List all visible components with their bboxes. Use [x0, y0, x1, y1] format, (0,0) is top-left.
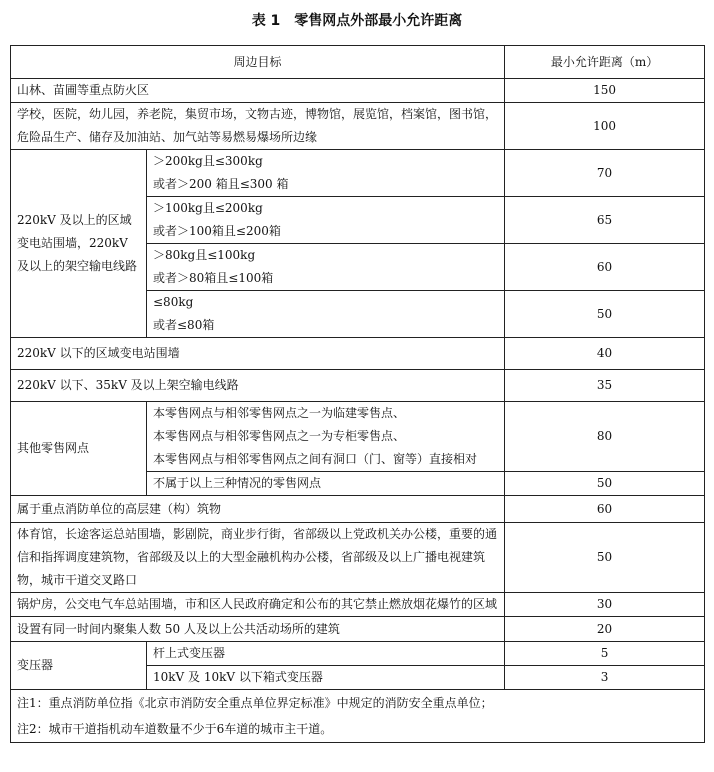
note-2: 注2：城市干道指机动车道数量不少于6车道的城市主干道。: [17, 722, 333, 736]
row-value: 100: [505, 103, 705, 150]
row-target: 山林、苗圃等重点防火区: [11, 79, 505, 103]
table-row: [11, 338, 705, 370]
condition-line: 本零售网点与相邻零售网点之一为临建零售点、: [153, 406, 406, 420]
condition-line: 或者＞100箱且≤200箱: [153, 224, 281, 238]
condition-line: ＞200kg且≤300kg: [153, 154, 263, 168]
table-row: [11, 617, 705, 642]
row-value: 80: [505, 402, 705, 472]
sub-condition: [147, 150, 505, 197]
condition-line: 本零售网点与相邻零售网点之一为专柜零售点、: [153, 429, 406, 443]
table-title: 表 1 零售网点外部最小允许距离: [251, 13, 463, 29]
header-distance: 最小允许距离（m）: [505, 46, 705, 79]
row-value: 35: [505, 370, 705, 402]
row-value: 50: [505, 523, 705, 593]
condition-line: 或者＞80箱且≤100箱: [153, 271, 274, 285]
group-label-substation: 220kV 及以上的区域变电站围墙，220kV 及以上的架空输电线路: [11, 150, 147, 338]
row-target: 220kV 以下、35kV 及以上架空输电线路: [11, 370, 505, 402]
condition-line: ＞80kg且≤100kg: [153, 248, 256, 262]
note-1: 注1：重点消防单位指《北京市消防安全重点单位界定标准》中规定的消防安全重点单位；: [17, 696, 493, 710]
row-value: 40: [505, 338, 705, 370]
row-value: 60: [505, 496, 705, 523]
row-value: 150: [505, 79, 705, 103]
sub-condition: 10kV 及 10kV 以下箱式变压器: [147, 666, 505, 690]
table-row: [11, 150, 705, 197]
table-header-row: [11, 46, 705, 79]
sub-condition: [147, 197, 505, 244]
sub-condition: 不属于以上三种情况的零售网点: [147, 472, 505, 496]
table-row: [11, 402, 705, 472]
sub-condition: [147, 291, 505, 338]
row-target: 220kV 以下的区域变电站围墙: [11, 338, 505, 370]
distance-table: [10, 45, 705, 743]
header-target: 周边目标: [11, 46, 505, 79]
sub-condition: 杆上式变压器: [147, 642, 505, 666]
row-target: 体育馆，长途客运总站围墙，影剧院，商业步行街，省部级以上党政机关办公楼，重要的通信和指挥调度建筑物，省部级及以上的大型金融机构办公楼，省部级及以上广播电视建筑物，城市干道交叉路口: [11, 523, 505, 593]
sub-condition: [147, 244, 505, 291]
notes-cell: [11, 690, 705, 743]
table-row: [11, 593, 705, 617]
group-label-transformer: 变压器: [11, 642, 147, 690]
row-value: 50: [505, 472, 705, 496]
group-label-retail: 其他零售网点: [11, 402, 147, 496]
row-target: 设置有同一时间内聚集人数 50 人及以上公共活动场所的建筑: [11, 617, 505, 642]
row-value: 30: [505, 593, 705, 617]
table-row: [11, 103, 705, 150]
row-value: 20: [505, 617, 705, 642]
row-value: 60: [505, 244, 705, 291]
condition-line: ＞100kg且≤200kg: [153, 201, 263, 215]
table-row: [11, 642, 705, 666]
table-row: [11, 79, 705, 103]
condition-line: 本零售网点与相邻零售网点之间有洞口（门、窗等）直接相对: [153, 452, 478, 466]
row-value: 50: [505, 291, 705, 338]
table-row: [11, 523, 705, 593]
table-row: [11, 370, 705, 402]
row-target: 属于重点消防单位的高层建（构）筑物: [11, 496, 505, 523]
notes-row: [11, 690, 705, 743]
sub-condition: [147, 402, 505, 472]
condition-line: ≤80kg: [153, 295, 194, 309]
row-target: 学校，医院，幼儿园，养老院，集贸市场，文物古迹，博物馆，展览馆，档案馆，图书馆，危险品生产、储存及加油站、加气站等易燃易爆场所边缘: [11, 103, 505, 150]
row-value: 70: [505, 150, 705, 197]
condition-line: 或者＞200 箱且≤300 箱: [153, 177, 289, 191]
row-value: 3: [505, 666, 705, 690]
row-value: 65: [505, 197, 705, 244]
row-value: 5: [505, 642, 705, 666]
row-target: 锅炉房，公交电气车总站围墙，市和区人民政府确定和公布的其它禁止燃放烟花爆竹的区域: [11, 593, 505, 617]
condition-line: 或者≤80箱: [153, 318, 215, 332]
table-row: [11, 496, 705, 523]
